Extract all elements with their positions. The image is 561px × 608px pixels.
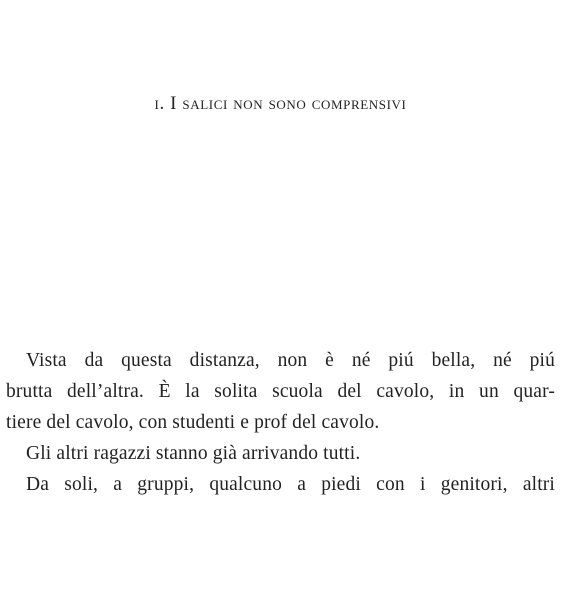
chapter-title: i. I salici non sono comprensivi — [154, 93, 407, 114]
text-line-4: Gli altri ragazzi stanno già arrivando tutti. — [26, 443, 361, 464]
text-line-3: tiere del cavolo, con studenti e prof del cavolo. — [6, 412, 380, 433]
text-line-1: Vista da questa distanza, non è né piú bella, né piú — [26, 350, 555, 371]
text-line-5: Da soli, a gruppi, qualcuno a piedi con i genitori, altri — [26, 474, 555, 495]
body-text — [6, 345, 555, 500]
text-line-2: brutta dell’altra. È la solita scuola del cavolo, in un quar- — [6, 381, 555, 402]
